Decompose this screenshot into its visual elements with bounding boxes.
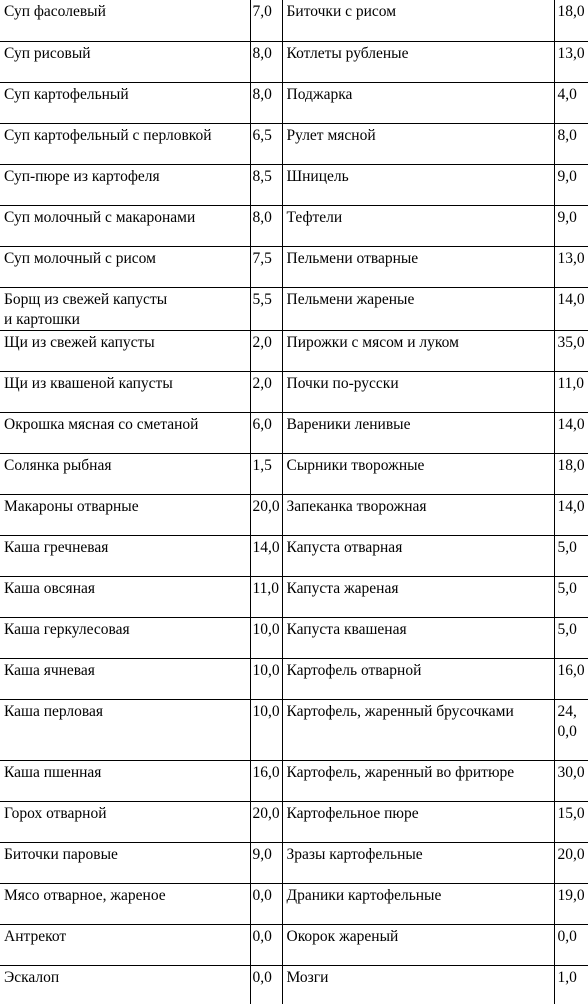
right-dish-value: 18,0 [554,453,588,494]
right-dish-name: Картофельное пюре [282,801,554,842]
table-row [0,699,588,760]
right-dish-name: Почки по-русски [282,371,554,412]
right-dish-value: 14,0 [554,287,588,330]
left-dish-name: Суп-пюре из картофеля [0,164,250,205]
left-dish-value: 2,0 [250,330,282,371]
left-dish-name: Окрошка мясная со сметаной [0,412,250,453]
right-dish-value: 9,0 [554,205,588,246]
left-dish-value: 0,0 [250,924,282,965]
table-row [0,205,588,246]
table-row [0,924,588,965]
table-row [0,494,588,535]
table-row [0,842,588,883]
left-dish-value: 7,5 [250,246,282,287]
right-dish-name: Пельмени жареные [282,287,554,330]
left-dish-name: Биточки паровые [0,842,250,883]
table-row [0,41,588,82]
right-dish-name: Капуста жареная [282,576,554,617]
left-dish-value: 5,5 [250,287,282,330]
left-dish-name: Суп картофельный с перловкой [0,123,250,164]
right-dish-value: 8,0 [554,123,588,164]
right-dish-value: 16,0 [554,658,588,699]
table-row [0,123,588,164]
right-dish-value: 15,0 [554,801,588,842]
table-row [0,658,588,699]
right-dish-value: 5,0 [554,617,588,658]
left-dish-name: Суп картофельный [0,82,250,123]
right-dish-name: Рулет мясной [282,123,554,164]
left-dish-name: Каша гречневая [0,535,250,576]
right-dish-name: Запеканка творожная [282,494,554,535]
table-row [0,287,588,330]
table-row [0,576,588,617]
right-dish-name: Тефтели [282,205,554,246]
right-dish-value: 19,0 [554,883,588,924]
right-dish-value: 35,0 [554,330,588,371]
left-dish-value: 1,5 [250,453,282,494]
right-dish-value: 4,0 [554,82,588,123]
right-dish-value: 18,0 [554,0,588,41]
left-dish-value: 20,0 [250,801,282,842]
right-dish-value: 14,0 [554,494,588,535]
table-row [0,330,588,371]
table-row [0,801,588,842]
left-dish-name: Антрекот [0,924,250,965]
right-dish-name: Вареники ленивые [282,412,554,453]
left-dish-value: 10,0 [250,699,282,760]
left-dish-name: Макароны отварные [0,494,250,535]
left-dish-value: 7,0 [250,0,282,41]
right-dish-value: 9,0 [554,164,588,205]
left-dish-value: 6,0 [250,412,282,453]
left-dish-value: 16,0 [250,760,282,801]
right-dish-name: Драники картофельные [282,883,554,924]
left-dish-value: 0,0 [250,965,282,1004]
left-dish-name: Горох отварной [0,801,250,842]
right-dish-name: Картофель, жаренный брусочками [282,699,554,760]
right-dish-value: 14,0 [554,412,588,453]
right-dish-name: Окорок жареный [282,924,554,965]
left-dish-name: Мясо отварное, жареное [0,883,250,924]
left-dish-value: 14,0 [250,535,282,576]
right-dish-name: Зразы картофельные [282,842,554,883]
left-dish-name: Суп рисовый [0,41,250,82]
right-dish-name: Сырники творожные [282,453,554,494]
left-dish-value: 8,0 [250,82,282,123]
right-dish-value: 20,0 [554,842,588,883]
table-row [0,412,588,453]
left-dish-name: Солянка рыбная [0,453,250,494]
table-row [0,371,588,412]
right-dish-name: Шницель [282,164,554,205]
table-row [0,760,588,801]
right-dish-value: 13,0 [554,41,588,82]
left-dish-name: Эскалоп [0,965,250,1004]
left-dish-value: 10,0 [250,617,282,658]
left-dish-value: 10,0 [250,658,282,699]
right-dish-value: 24,0,0 [554,699,588,760]
left-dish-value: 20,0 [250,494,282,535]
right-dish-name: Капуста отварная [282,535,554,576]
right-dish-value: 11,0 [554,371,588,412]
right-dish-value: 1,0 [554,965,588,1004]
left-dish-name: Каша овсяная [0,576,250,617]
left-dish-name: Борщ из свежей капусты и картошки [0,287,250,330]
left-dish-value: 9,0 [250,842,282,883]
right-dish-value: 13,0 [554,246,588,287]
table-row [0,535,588,576]
right-dish-value: 30,0 [554,760,588,801]
left-dish-value: 6,5 [250,123,282,164]
table-row [0,617,588,658]
right-dish-name: Картофель, жаренный во фритюре [282,760,554,801]
right-dish-name: Пельмени отварные [282,246,554,287]
right-dish-name: Биточки с рисом [282,0,554,41]
right-dish-name: Капуста квашеная [282,617,554,658]
left-dish-name: Щи из свежей капусты [0,330,250,371]
right-dish-value: 5,0 [554,576,588,617]
table-row [0,0,588,41]
right-dish-value: 5,0 [554,535,588,576]
left-dish-value: 11,0 [250,576,282,617]
right-dish-name: Картофель отварной [282,658,554,699]
right-dish-value: 0,0 [554,924,588,965]
left-dish-name: Каша перловая [0,699,250,760]
right-dish-name: Поджарка [282,82,554,123]
left-dish-value: 8,5 [250,164,282,205]
left-dish-name: Суп фасолевый [0,0,250,41]
left-dish-value: 2,0 [250,371,282,412]
left-dish-name: Суп молочный с макаронами [0,205,250,246]
table-row [0,453,588,494]
left-dish-name: Каша пшенная [0,760,250,801]
left-dish-value: 0,0 [250,883,282,924]
left-dish-name: Суп молочный с рисом [0,246,250,287]
right-dish-name: Мозги [282,965,554,1004]
table-row [0,164,588,205]
right-dish-name: Пирожки с мясом и луком [282,330,554,371]
left-dish-value: 8,0 [250,41,282,82]
table-row [0,883,588,924]
table-row [0,246,588,287]
table-row [0,965,588,1004]
left-dish-name: Щи из квашеной капусты [0,371,250,412]
left-dish-name: Каша ячневая [0,658,250,699]
left-dish-value: 8,0 [250,205,282,246]
table-row [0,82,588,123]
right-dish-name: Котлеты рубленые [282,41,554,82]
left-dish-name: Каша геркулесовая [0,617,250,658]
